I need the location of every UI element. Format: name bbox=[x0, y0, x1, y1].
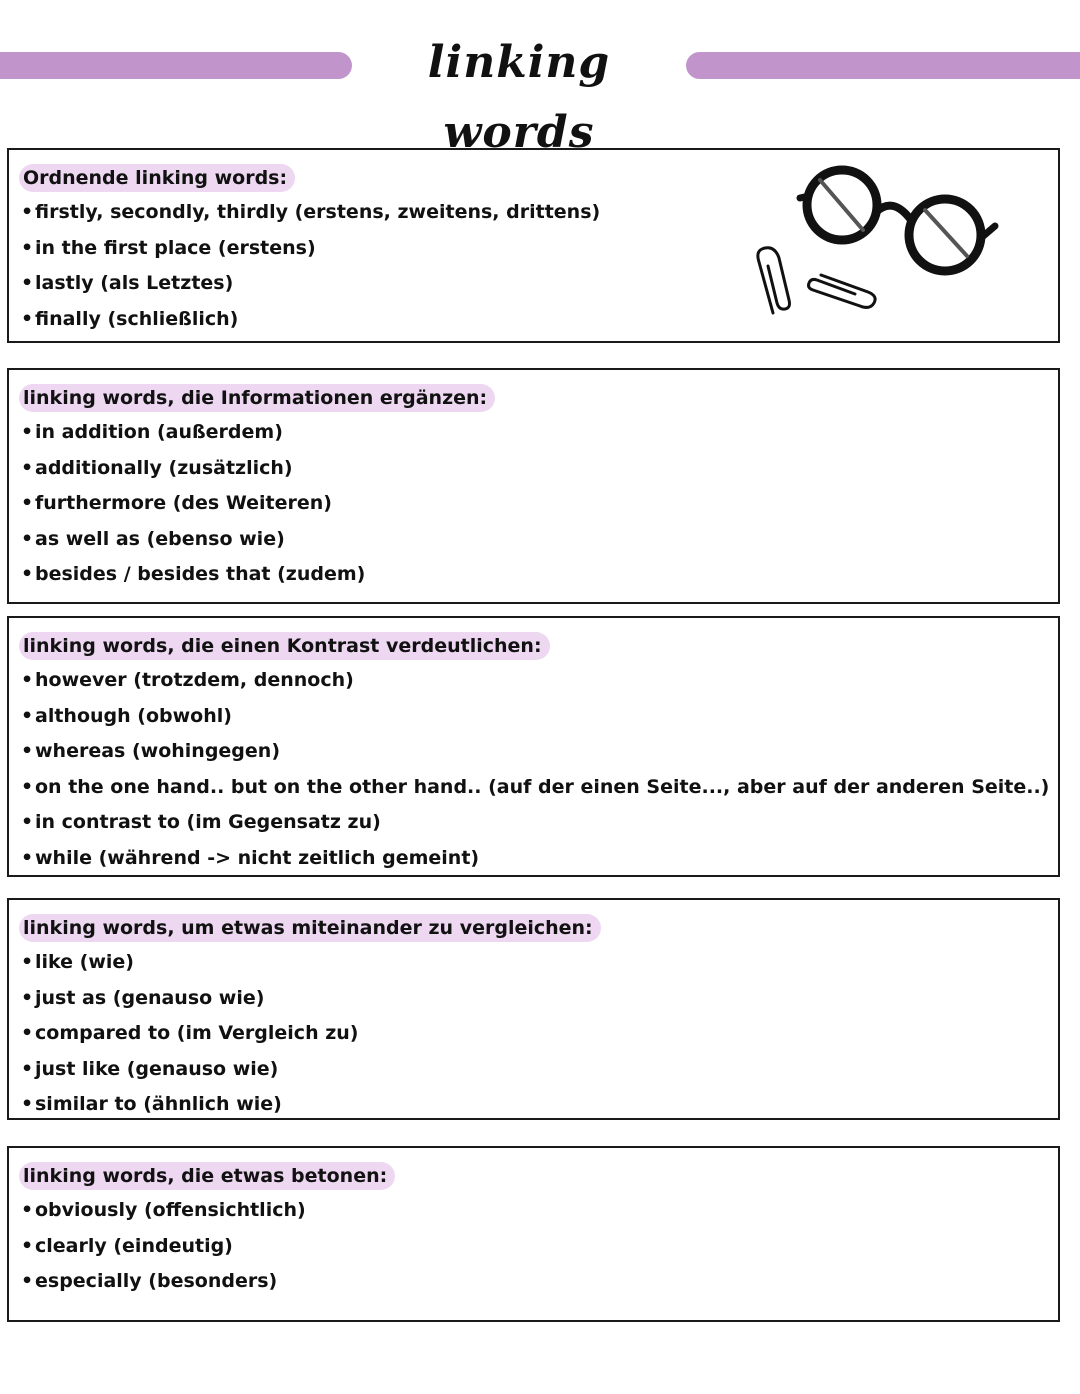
bullet-icon: • bbox=[21, 201, 34, 223]
list-item: • as well as (ebenso wie) bbox=[19, 522, 1048, 558]
bullet-icon: • bbox=[21, 563, 34, 585]
list-item: • like (wie) bbox=[19, 945, 1048, 981]
bullet-icon: • bbox=[21, 272, 34, 294]
section-heading: linking words, die etwas betonen: bbox=[19, 1162, 395, 1190]
bullet-icon: • bbox=[21, 1057, 34, 1080]
list-item: • obviously (offensichtlich) bbox=[19, 1193, 1048, 1229]
bullet-icon: • bbox=[21, 456, 34, 479]
list-item: • similar to (ähnlich wie) bbox=[19, 1087, 1048, 1123]
bullet-icon: • bbox=[21, 421, 34, 443]
bullet-icon: • bbox=[21, 775, 34, 798]
bullet-icon: • bbox=[21, 236, 34, 259]
list-item: • whereas (wohingegen) bbox=[19, 734, 1048, 770]
list-item: • although (obwohl) bbox=[19, 699, 1048, 735]
list-item: • while (während -> nicht zeitlich gemeint) bbox=[19, 841, 1048, 877]
bullet-icon: • bbox=[21, 307, 34, 330]
list-item: • firstly, secondly, thirdly (erstens, zweitens, drittens) bbox=[19, 195, 1048, 231]
bullet-icon: • bbox=[21, 527, 34, 550]
section-heading: Ordnende linking words: bbox=[19, 164, 295, 192]
list-item: • finally (schließlich) bbox=[19, 302, 1048, 338]
title-bar-right bbox=[686, 52, 1080, 79]
list-item: • compared to (im Vergleich zu) bbox=[19, 1016, 1048, 1052]
list-item: • clearly (eindeutig) bbox=[19, 1229, 1048, 1265]
list-item: • furthermore (des Weiteren) bbox=[19, 486, 1048, 522]
bullet-icon: • bbox=[21, 986, 34, 1009]
glasses-icon bbox=[800, 170, 995, 271]
title-bar-left bbox=[0, 52, 352, 79]
section-heading: linking words, die einen Kontrast verdeutlichen: bbox=[19, 632, 550, 660]
bullet-icon: • bbox=[21, 951, 34, 973]
section-heading: linking words, um etwas miteinander zu vergleichen: bbox=[19, 914, 601, 942]
list-item: • just as (genauso wie) bbox=[19, 981, 1048, 1017]
list-item: • on the one hand.. but on the other hand.. (auf der einen Seite..., aber auf der anderen Seite..) bbox=[19, 770, 1048, 806]
list-item: • in contrast to (im Gegensatz zu) bbox=[19, 805, 1048, 841]
bullet-icon: • bbox=[21, 1093, 34, 1115]
list-item: • especially (besonders) bbox=[19, 1264, 1048, 1300]
list-item: • in addition (außerdem) bbox=[19, 415, 1048, 451]
section-comparison bbox=[7, 898, 1060, 1120]
list-item: • however (trotzdem, dennoch) bbox=[19, 663, 1048, 699]
list-item: • lastly (als Letztes) bbox=[19, 266, 1048, 302]
item-list bbox=[19, 945, 1048, 1123]
list-item: • besides / besides that (zudem) bbox=[19, 557, 1048, 593]
item-list bbox=[19, 1193, 1048, 1300]
bullet-icon: • bbox=[21, 1022, 34, 1044]
section-contrast bbox=[7, 616, 1060, 877]
bullet-icon: • bbox=[21, 1199, 34, 1221]
bullet-icon: • bbox=[21, 492, 34, 514]
list-item: • additionally (zusätzlich) bbox=[19, 451, 1048, 487]
list-item: • just like (genauso wie) bbox=[19, 1052, 1048, 1088]
bullet-icon: • bbox=[21, 1234, 34, 1257]
item-list bbox=[19, 663, 1048, 876]
bullet-icon: • bbox=[21, 1270, 34, 1292]
section-emphasis bbox=[7, 1146, 1060, 1322]
item-list bbox=[19, 415, 1048, 593]
glasses-paperclip-illustration bbox=[745, 160, 1005, 325]
section-heading: linking words, die Informationen ergänzen: bbox=[19, 384, 495, 412]
bullet-icon: • bbox=[21, 811, 34, 833]
bullet-icon: • bbox=[21, 740, 34, 762]
section-additions bbox=[7, 368, 1060, 604]
bullet-icon: • bbox=[21, 846, 34, 869]
paperclip-icon bbox=[758, 248, 875, 313]
bullet-icon: • bbox=[21, 704, 34, 727]
bullet-icon: • bbox=[21, 669, 34, 691]
list-item: • in the first place (erstens) bbox=[19, 231, 1048, 267]
page-title: linking words bbox=[427, 37, 611, 158]
